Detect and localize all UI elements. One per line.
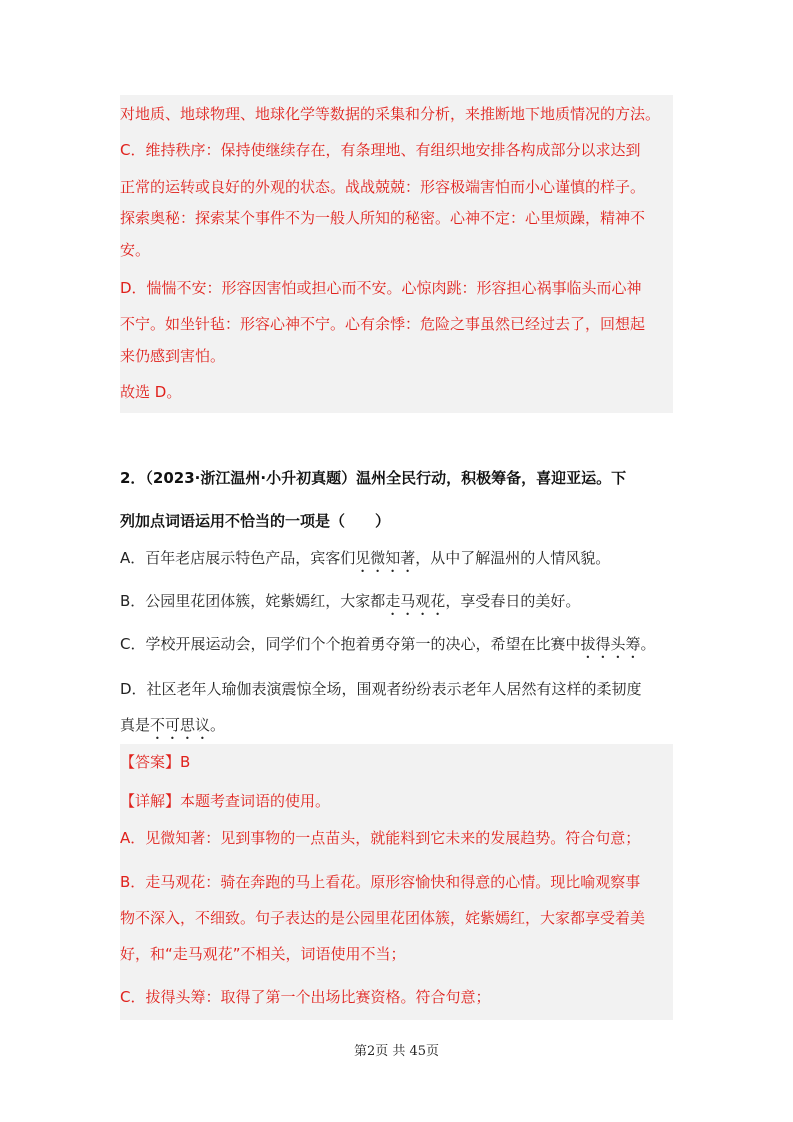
page-number: 第2页 共 45页 (353, 1044, 440, 1059)
option-c-dotted-term: 拔得头筹 (580, 635, 641, 653)
answer-explanation-line: A．见微知著：见到事物的一点苗头，就能料到它未来的发展趋势。符合句意； (120, 829, 641, 847)
question-stem-continued: 列加点词语运用不恰当的一项是（ ） (120, 512, 391, 530)
option-a-text-before: A．百年老店展示特色产品，宾客们 (120, 549, 356, 567)
explanation-line: C．维持秩序：保持使继续存在，有条理地、有组织地安排各构成部分以求达到 (120, 141, 641, 159)
detail-line: 【详解】本题考查词语的使用。 (120, 792, 331, 810)
option-a-text-after: ，从中了解温州的人情风貌。 (415, 549, 611, 567)
option-c-text-before: C．学校开展运动会，同学们个个抱着勇夺第一的决心，希望在比赛中 (120, 635, 581, 653)
answer-line: 【答案】B (120, 753, 191, 771)
option-d: D．社区老年人瑜伽表演震惊全场，围观者纷纷表示老年人居然有这样的柔韧度 (120, 680, 642, 698)
question-stem: 2．（2023·浙江温州·小升初真题）温州全民行动，积极筹备，喜迎亚运。下 (120, 469, 627, 487)
option-b-dotted-term: 走马观花 (385, 592, 446, 610)
option-b-text-after: ，享受春日的美好。 (445, 592, 581, 610)
explanation-line: 故选 D。 (120, 383, 182, 401)
answer-explanation-line: 物不深入，不细致。句子表达的是公园里花团体簇，姹紫嫣红，大家都享受着美 (120, 909, 646, 927)
option-b-text-before: B．公园里花团体簇，姹紫嫣红，大家都 (120, 592, 386, 610)
explanation-line: 不宁。如坐针毡：形容心神不宁。心有余悸：危险之事虽然已经过去了，回想起 (120, 315, 646, 333)
option-d-dotted-term: 不可思议 (150, 716, 211, 734)
explanation-line: 对地质、地球物理、地球化学等数据的采集和分析，来推断地下地质情况的方法。 (120, 105, 661, 123)
answer-explanation-line: 好，和“走马观花”不相关，词语使用不当； (120, 945, 406, 963)
explanation-line: 探索奥秘：探索某个事件不为一般人所知的秘密。心神不定：心里烦躁，精神不 (120, 209, 646, 227)
option-d-text-after: 。 (210, 716, 226, 734)
explanation-line: 来仍感到害怕。 (120, 347, 226, 365)
option-a-dotted-term: 见微知著 (355, 549, 416, 567)
option-d-text-before: 真是 (120, 716, 151, 734)
option-c (120, 634, 656, 662)
answer-explanation-line: B．走马观花：骑在奔跑的马上看花。原形容愉快和得意的心情。现比喻观察事 (120, 873, 641, 891)
answer-explanation-line: C．拔得头筹：取得了第一个出场比赛资格。符合句意； (120, 988, 491, 1006)
explanation-line: 安。 (120, 241, 151, 259)
option-b (120, 591, 580, 619)
explanation-line: 正常的运转或良好的外观的状态。战战兢兢：形容极端害怕而小心谨慎的样子。 (120, 178, 646, 196)
option-d-continued (120, 715, 225, 743)
explanation-line: D．惴惴不安：形容因害怕或担心而不安。心惊肉跳：形容担心祸事临头而心神 (120, 279, 642, 297)
option-a (120, 548, 610, 576)
option-c-text-after: 。 (640, 635, 656, 653)
